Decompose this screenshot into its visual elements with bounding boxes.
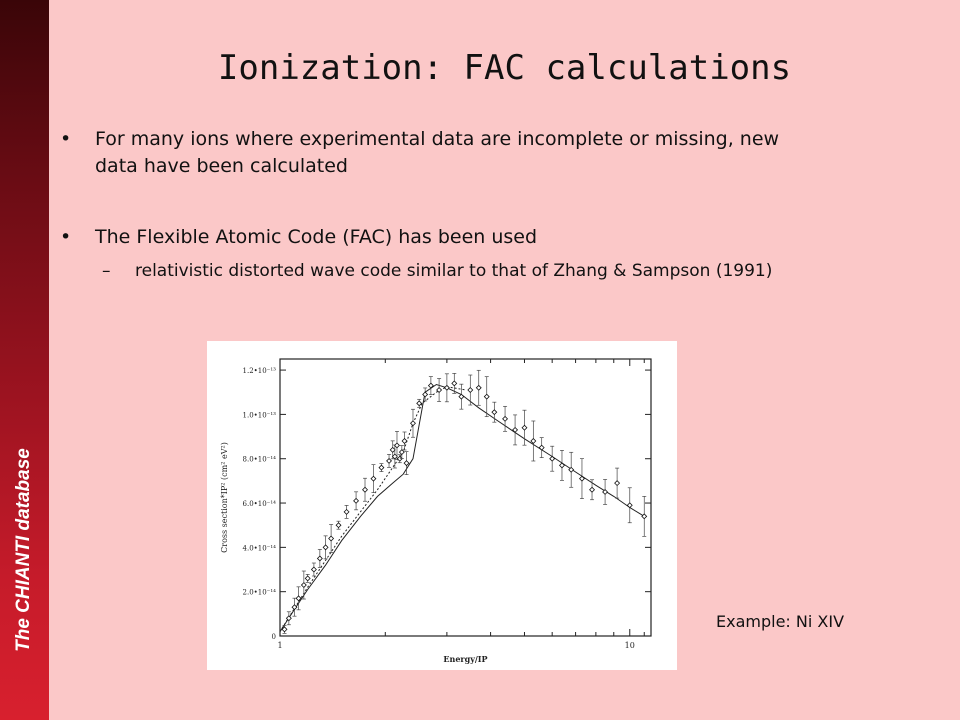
data-point [305,576,310,581]
data-point [444,385,449,390]
data-point [395,443,400,448]
slide-title: Ionization: FAC calculations [217,48,792,88]
data-point [390,447,395,452]
data-point [402,439,407,444]
data-point [399,450,404,455]
data-point [503,416,508,421]
data-point [531,439,536,444]
y-tick-label: 8.0•10⁻¹⁴ [242,455,276,464]
sidebar-band [0,0,49,720]
data-point [423,392,428,397]
data-point [344,510,349,515]
y-tick-label: 4.0•10⁻¹⁴ [242,544,276,553]
example-caption: Example: Ni XIV [716,612,845,631]
y-tick-label: 1.2•10⁻¹³ [242,367,276,376]
data-point [292,605,297,610]
data-point [476,385,481,390]
bullet-item [60,126,815,180]
data-point [392,454,397,459]
data-point [363,487,368,492]
y-tick-label: 2.0•10⁻¹⁴ [242,588,276,597]
data-point [642,514,647,519]
data-point [459,394,464,399]
data-point [317,556,322,561]
data-point [590,487,595,492]
y-tick-label: 6.0•10⁻¹⁴ [242,500,276,509]
sub-bullet-marker: – [102,261,111,281]
y-axis-label: Cross section*IP² (cm² eV²) [220,442,229,553]
data-point [311,567,316,572]
data-point [301,583,306,588]
x-tick-label: 1 [277,641,283,650]
y-tick-label: 1.0•10⁻¹³ [242,411,276,420]
cross-section-figure [207,341,677,670]
data-point [615,481,620,486]
y-tick-label: 0 [271,633,276,641]
data-point [522,425,527,430]
data-point [452,381,457,386]
cross-section-chart [207,341,677,670]
data-point [387,459,392,464]
data-point [354,498,359,503]
data-point [492,410,497,415]
plot-frame [280,359,651,636]
bullet-item [60,224,815,251]
data-point [468,388,473,393]
x-axis-label: Energy/IP [443,654,488,664]
x-tick-label: 10 [624,641,635,650]
data-point [411,421,416,426]
data-point [484,394,489,399]
sidebar-title: The CHIANTI database [13,448,34,652]
data-point [329,536,334,541]
data-point [404,461,409,466]
bullet-text: The Flexible Atomic Code (FAC) has been used [95,226,538,248]
data-point [371,476,376,481]
dotted-curve [280,387,466,632]
bullet-marker: • [60,226,72,248]
data-point [336,523,341,528]
sub-bullet-item [102,259,835,284]
data-point [379,465,384,470]
theory-curve [280,385,644,632]
bullet-text: For many ions where experimental data are incomplete or missing, new data have been calculated [95,128,780,177]
sub-bullet-text: relativistic distorted wave code similar to that of Zhang & Sampson (1991) [135,261,773,281]
data-point [323,545,328,550]
data-point [627,503,632,508]
bullet-marker: • [60,128,72,150]
data-point [539,445,544,450]
data-point [417,401,422,406]
